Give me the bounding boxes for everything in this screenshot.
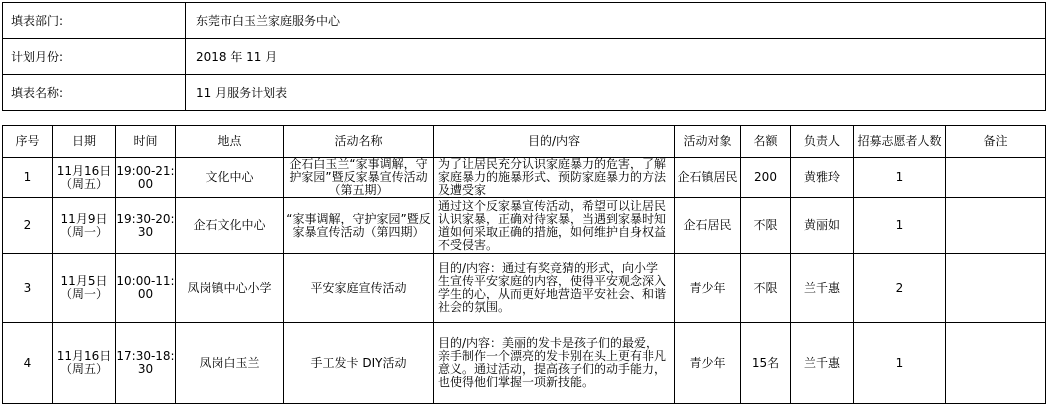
cell-quota: 15名: [741, 323, 791, 404]
header-cell-date: 日期: [53, 126, 116, 158]
cell-date: 11月5日（周一）: [53, 254, 116, 323]
table-row: [3, 254, 1046, 323]
cell-time: 19:30-20:30: [116, 198, 176, 254]
cell-time: 17:30-18:30: [116, 323, 176, 404]
cell-date: 11月9日（周一）: [53, 198, 116, 254]
cell-place: 凤岗白玉兰: [176, 323, 284, 404]
header-cell-no: 序号: [3, 126, 53, 158]
cell-place: 文化中心: [176, 158, 284, 198]
cell-no: 3: [3, 254, 53, 323]
header-cell-leader: 负责人: [791, 126, 854, 158]
cell-activity-name: “家事调解，守护家园”暨反家暴宣传活动（第四期）: [284, 198, 434, 254]
cell-quota: 不限: [741, 254, 791, 323]
cell-target: 青少年: [675, 254, 741, 323]
cell-place: 企石文化中心: [176, 198, 284, 254]
cell-content: 目的/内容：美丽的发卡是孩子们的最爱，亲手制作一个漂亮的发卡别在头上更有非凡意义。通过活动，提高孩子们的动手能力，也使得他们掌握一项新技能。: [434, 323, 675, 404]
cell-content: 通过这个反家暴宣传活动，希望可以让居民认识家暴，正确对待家暴，当遇到家暴时知道如何采取正确的措施，如何维护自身权益不受侵害。: [434, 198, 675, 254]
form-name-value: 11 月服务计划表: [186, 75, 1046, 111]
info-row-form-name: [3, 75, 1046, 111]
cell-target: 企石居民: [675, 198, 741, 254]
cell-no: 2: [3, 198, 53, 254]
form-name-label: 填表名称:: [3, 75, 186, 111]
cell-volunteers: 2: [854, 254, 946, 323]
cell-activity-name: 手工发卡 DIY活动: [284, 323, 434, 404]
header-cell-place: 地点: [176, 126, 284, 158]
cell-volunteers: 1: [854, 158, 946, 198]
plan-month-label: 计划月份:: [3, 39, 186, 75]
header-cell-quota: 名额: [741, 126, 791, 158]
cell-date: 11月16日（周五）: [53, 158, 116, 198]
table-row: [3, 158, 1046, 198]
cell-content: 目的/内容：通过有奖竞猜的形式，向小学生宣传平安家庭的内容，使得平安观念深入学生的心，从而更好地营造平安社会、和谐社会的氛围。: [434, 254, 675, 323]
cell-target: 青少年: [675, 323, 741, 404]
cell-leader: 黄丽如: [791, 198, 854, 254]
table-header-row: [3, 126, 1046, 158]
service-plan-table: [2, 125, 1046, 404]
table-row: [3, 198, 1046, 254]
header-cell-target: 活动对象: [675, 126, 741, 158]
cell-leader: 黄雅玲: [791, 158, 854, 198]
header-cell-note: 备注: [946, 126, 1046, 158]
header-cell-activity-name: 活动名称: [284, 126, 434, 158]
cell-place: 凤岗镇中心小学: [176, 254, 284, 323]
cell-time: 10:00-11:00: [116, 254, 176, 323]
cell-note: [946, 198, 1046, 254]
header-cell-time: 时间: [116, 126, 176, 158]
department-label: 填表部门:: [3, 3, 186, 39]
cell-note: [946, 254, 1046, 323]
info-row-month: [3, 39, 1046, 75]
cell-time: 19:00-21:00: [116, 158, 176, 198]
table-row: [3, 323, 1046, 404]
cell-note: [946, 158, 1046, 198]
cell-activity-name: 平安家庭宣传活动: [284, 254, 434, 323]
form-info-table: [2, 2, 1046, 111]
cell-leader: 兰千惠: [791, 323, 854, 404]
header-cell-content: 目的/内容: [434, 126, 675, 158]
cell-leader: 兰千惠: [791, 254, 854, 323]
cell-quota: 不限: [741, 198, 791, 254]
plan-month-value: 2018 年 11 月: [186, 39, 1046, 75]
header-cell-volunteers: 招募志愿者人数: [854, 126, 946, 158]
cell-note: [946, 323, 1046, 404]
cell-volunteers: 1: [854, 323, 946, 404]
cell-quota: 200: [741, 158, 791, 198]
cell-target: 企石镇居民: [675, 158, 741, 198]
department-value: 东莞市白玉兰家庭服务中心: [186, 3, 1046, 39]
cell-volunteers: 1: [854, 198, 946, 254]
cell-date: 11月16日（周五）: [53, 323, 116, 404]
cell-no: 4: [3, 323, 53, 404]
cell-content: 为了让居民充分认识家庭暴力的危害，了解家庭暴力的施暴形式、预防家庭暴力的方法及遭受家: [434, 158, 675, 198]
cell-no: 1: [3, 158, 53, 198]
cell-activity-name: 企石白玉兰“家事调解，守护家园”暨反家暴宣传活动（第五期）: [284, 158, 434, 198]
info-row-department: [3, 3, 1046, 39]
